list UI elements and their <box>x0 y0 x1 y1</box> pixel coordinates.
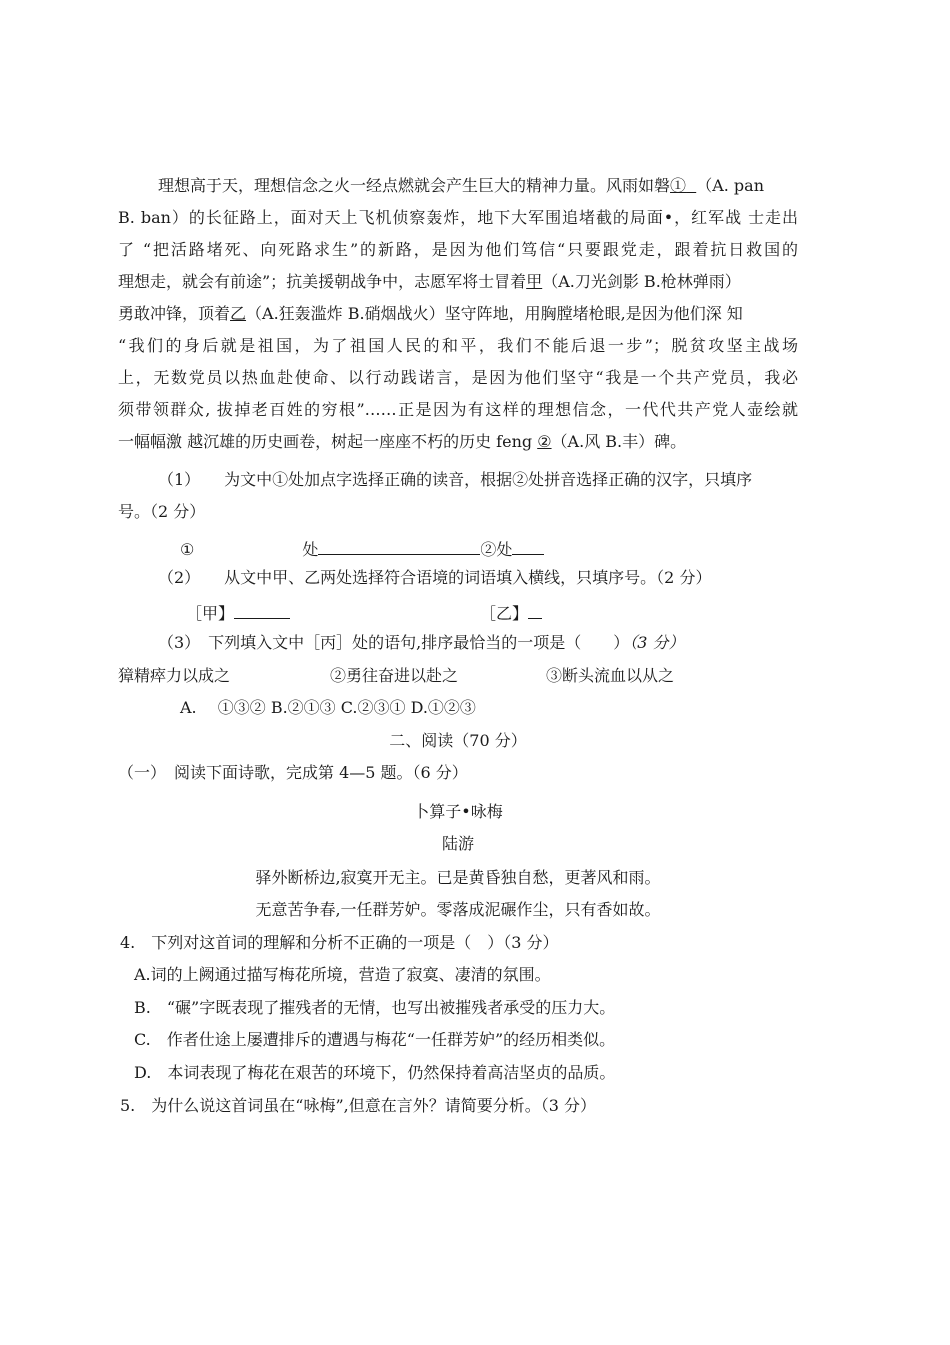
q1-answer-row <box>180 537 600 560</box>
blank-underline <box>686 176 696 195</box>
passage-line-1 <box>158 176 790 196</box>
poem-line-2: 无意苦争春,一任群芳妒。零落成泥碾作尘，只有香如故。 <box>255 900 661 919</box>
q2-yi-label: ［乙】 <box>480 604 529 623</box>
passage-text: 理想走，就会有前途”；抗美援朝战争中，志愿军将士冒着 <box>118 272 527 291</box>
q1-answer-blank-1[interactable] <box>318 537 480 555</box>
q4-option-b: B. “碾”字既表现了摧残者的无情，也写出被摧残者承受的压力大。 <box>134 998 616 1017</box>
q3-choices: A. ①③② B.②①③ C.②③① D.①②③ <box>180 698 476 717</box>
blank-marker-yi: 乙 <box>230 304 247 323</box>
q3-stem <box>158 633 838 653</box>
passage-line-3: 了 “把活路堵死、向死路求生”的新路，是因为他们笃信“只要跟党走，跟着抗日救国的 <box>118 240 798 259</box>
passage-text: 一幅幅激 越沉雄的历史画卷，树起一座座不朽的历史 feng <box>118 432 538 451</box>
q2-stem: （2） 从文中甲、乙两处选择符合语境的词语填入横线，只填序号。（2 分） <box>158 568 712 587</box>
q3-option-3: ③断头流血以从之 <box>546 666 675 685</box>
q1-stem: （1） 为文中①处加点字选择正确的读音，根据②处拼音选择正确的汉字，只填序 <box>158 470 753 489</box>
passage-line-4 <box>118 272 798 292</box>
passage-text: 勇敢冲锋，顶着 <box>118 304 231 323</box>
blank-marker-1: ① <box>670 176 687 195</box>
passage-line-5 <box>118 304 798 324</box>
q1-a-label: 处 <box>302 540 319 559</box>
passage-text: （A.狂轰滥炸 B.硝烟战火）坚守阵地，用胸膛堵枪眼,是因为他们深 知 <box>246 304 743 323</box>
q3-score: （3 分） <box>629 633 685 652</box>
blank-marker-2: ② <box>537 432 552 451</box>
passage-line-8: 须带领群众, 拔掉老百姓的穷根”……正是因为有这样的理想信念，一代代共产党人壶绘就 <box>118 400 798 419</box>
q4-stem: 4. 下列对这首词的理解和分析不正确的一项是（ ）（3 分） <box>120 933 559 952</box>
poem-line-1: 驿外断桥边,寂寞开无主。已是黄昏独自愁，更著风和雨。 <box>255 868 661 887</box>
q2-jia-label: ［甲】 <box>186 604 235 623</box>
q4-option-a: A.词的上阙通过描写梅花所境，营造了寂寞、凄清的氛围。 <box>134 965 551 984</box>
blank-marker-jia: 甲 <box>526 272 543 291</box>
q3-option-1: 獐精瘁力以成之 <box>118 666 231 685</box>
passage-text: （A.风 B.丰）碑。 <box>551 432 687 451</box>
passage-text: （A. pan <box>696 176 765 195</box>
poem-author: 陆游 <box>441 834 474 853</box>
q3-option-2: ②勇往奋进以赴之 <box>330 666 459 685</box>
poem-title: 卜算子•咏梅 <box>413 802 503 821</box>
passage-line-6: “我们的身后就是祖国，为了祖国人民的和平，我们不能后退一步”；脱贫攻坚主战场 <box>118 336 798 355</box>
q1-a-mark: ① <box>180 540 195 559</box>
q1-b-label: ②处 <box>480 540 513 559</box>
q1-stem-cont: 号。（2 分） <box>118 502 206 521</box>
passage-line-2: B. ban）的长征路上，面对天上飞机侦察轰炸，地下大军围追堵截的局面•，红军战 士走出 <box>118 208 798 227</box>
passage-line-9 <box>118 432 798 452</box>
q2-answer-blank-jia[interactable] <box>234 601 290 619</box>
q1-answer-blank-2[interactable] <box>512 537 544 555</box>
passage-text: （A.刀光剑影 B.枪林弹雨） <box>542 272 741 291</box>
q4-option-c: C. 作者仕途上屡遭排斥的遭遇与梅花“一任群芳妒”的经历相类似。 <box>134 1030 616 1049</box>
q2-answer-blank-yi[interactable] <box>528 601 542 619</box>
q3-stem-text: （3） 下列填入文中［丙］处的语句,排序最恰当的一项是（ ） <box>158 633 630 652</box>
q5-stem: 5. 为什么说这首词虽在“咏梅”,但意在言外？请简要分析。（3 分） <box>120 1096 596 1115</box>
q3-options-row <box>118 666 798 686</box>
passage-line-7: 上，无数党员以热血赴使命、以行动践诺言，是因为他们坚守“我是一个共产党员，我必 <box>118 368 798 387</box>
section-part-1: （一） 阅读下面诗歌，完成第 4—5 题。（6 分） <box>118 763 468 782</box>
q2-answer-row <box>186 601 586 624</box>
section-title: 二、阅读（70 分） <box>389 731 527 750</box>
q4-option-d: D. 本词表现了梅花在艰苦的环境下，仍然保持着高洁坚贞的品质。 <box>134 1063 616 1082</box>
passage-text: 理想高于天，理想信念之火一经点燃就会产生巨大的精神力量。风雨如磐 <box>158 176 671 195</box>
